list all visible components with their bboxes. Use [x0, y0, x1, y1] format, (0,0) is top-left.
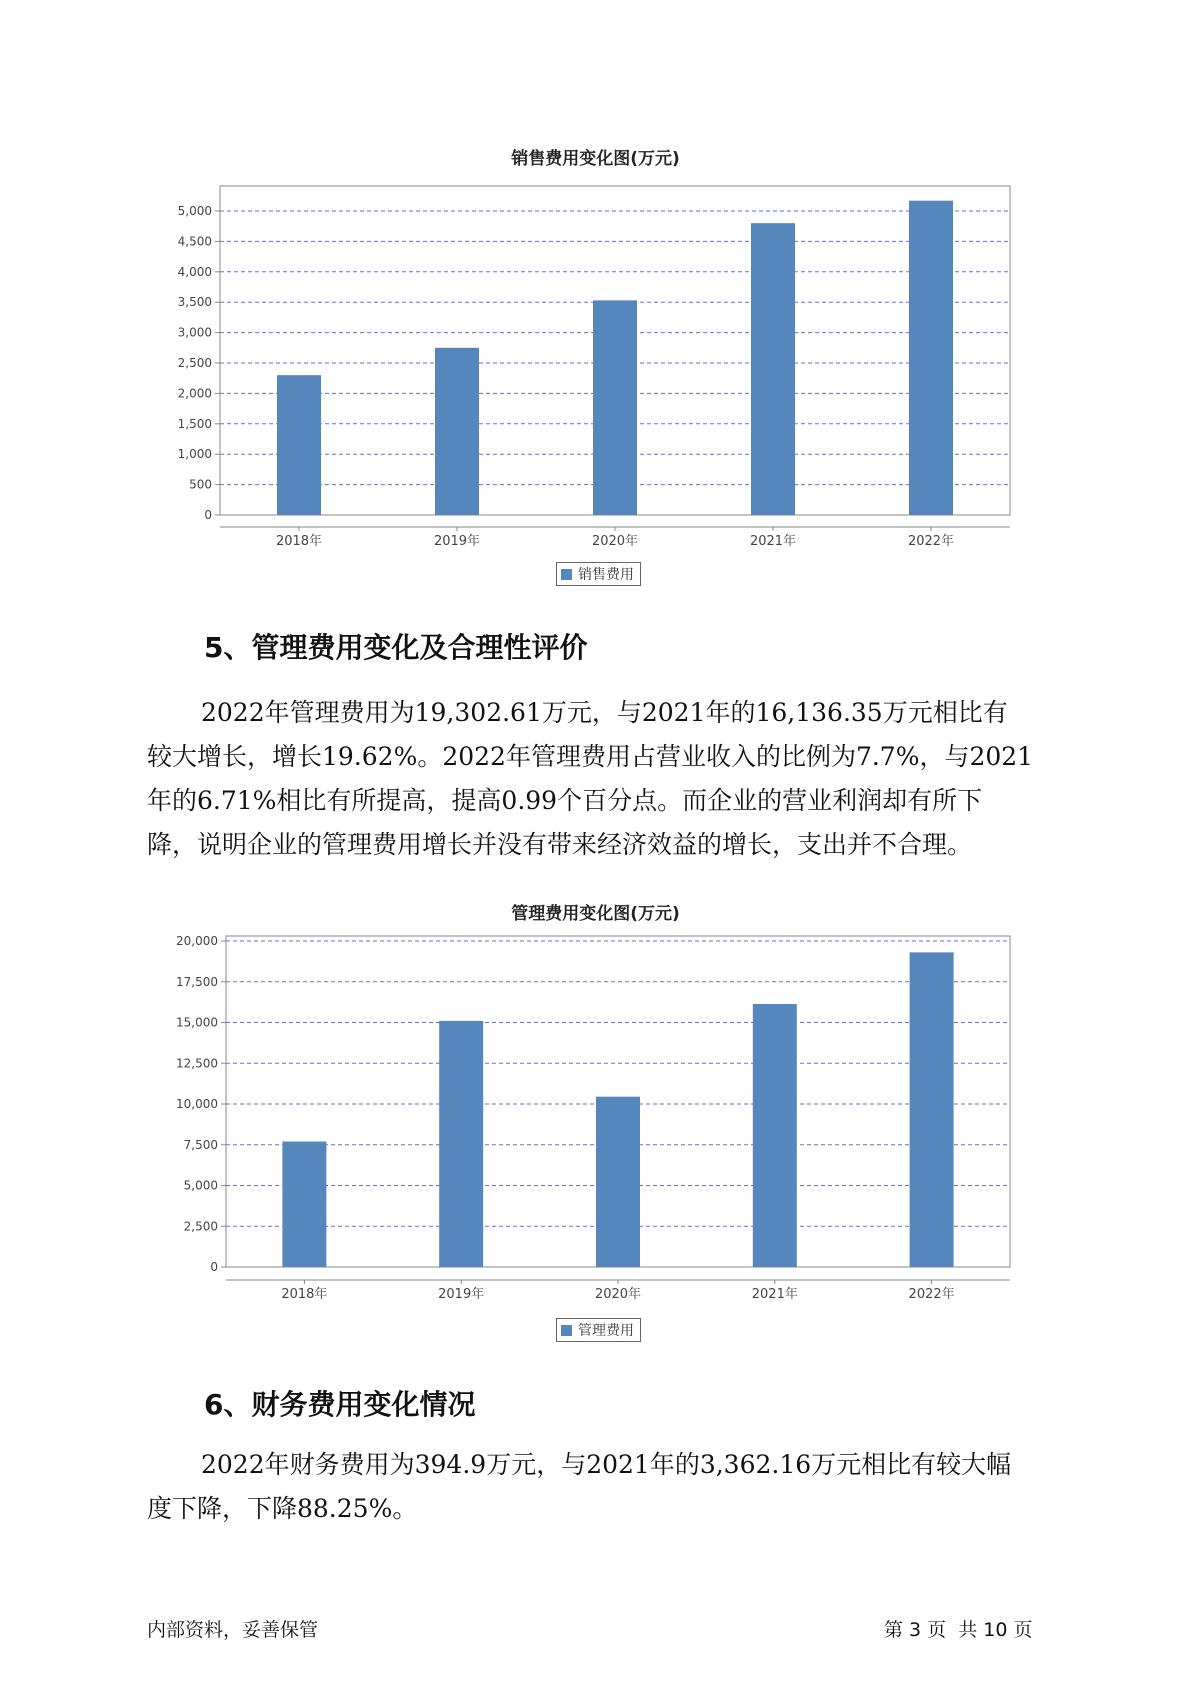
- x-tick-label: 2020年: [594, 1287, 642, 1302]
- bar-2020年: [596, 1097, 640, 1267]
- y-tick-label: 1,500: [177, 416, 212, 431]
- footer-page-number: 第 3 页 共 10 页: [884, 1619, 1033, 1641]
- legend-label: 销售费用: [578, 567, 634, 583]
- bar-2019年: [435, 348, 479, 515]
- section-6-line-1: 2022年财务费用为394.9万元，与2021年的3,362.16万元相比有较大幅: [201, 1450, 1012, 1479]
- x-tick-label: 2021年: [749, 534, 797, 549]
- y-tick-label: 3,500: [177, 295, 212, 310]
- y-tick-label: 20,000: [176, 934, 218, 948]
- y-tick-label: 1,000: [177, 447, 212, 462]
- bar-2019年: [439, 1021, 483, 1267]
- y-tick-label: 15,000: [176, 1015, 218, 1030]
- section-6-line-2: 度下降，下降88.25%。: [147, 1494, 418, 1523]
- x-tick-label: 2020年: [591, 534, 639, 549]
- chart-2-legend: [556, 1318, 641, 1342]
- section-5-line-1: 2022年管理费用为19,302.61万元，与2021年的16,136.35万元相比有: [201, 698, 1008, 727]
- bar-2022年: [910, 952, 954, 1267]
- section-5-line-3: 年的6.71%相比有所提高，提高0.99个百分点。而企业的营业利润却有所下: [147, 786, 983, 815]
- y-tick-label: 4,500: [177, 234, 212, 249]
- bar-2022年: [909, 201, 953, 515]
- section-5-line-2: 较大增长，增长19.62%。2022年管理费用占营业收入的比例为7.7%，与2021: [147, 742, 1034, 771]
- y-tick-label: 4,000: [177, 264, 212, 279]
- y-tick-label: 5,000: [177, 204, 212, 218]
- x-tick-label: 2022年: [907, 534, 955, 549]
- y-tick-label: 500: [189, 477, 212, 492]
- y-tick-label: 7,500: [183, 1137, 218, 1152]
- footer-left: 内部资料，妥善保管: [147, 1619, 319, 1641]
- bar-2021年: [751, 223, 795, 515]
- x-tick-label: 2022年: [908, 1287, 955, 1302]
- x-tick-label: 2018年: [275, 534, 323, 549]
- chart-1-title: 销售费用变化图(万元): [511, 149, 680, 169]
- y-tick-label: 12,500: [176, 1056, 218, 1071]
- y-tick-label: 2,500: [177, 356, 212, 370]
- bar-2018年: [282, 1141, 326, 1267]
- x-tick-label: 2018年: [281, 1287, 328, 1302]
- y-tick-label: 2,500: [183, 1219, 218, 1234]
- y-tick-label: 0: [204, 508, 212, 522]
- bar-2018年: [277, 375, 321, 515]
- section-5-line-4: 降，说明企业的管理费用增长并没有带来经济效益的增长，支出并不合理。: [147, 830, 973, 859]
- x-tick-label: 2019年: [433, 534, 481, 549]
- bar-2021年: [753, 1004, 797, 1267]
- y-tick-label: 0: [210, 1260, 218, 1274]
- legend-label: 管理费用: [578, 1323, 634, 1339]
- chart-2-title: 管理费用变化图(万元): [511, 904, 680, 924]
- chart-1-legend: [556, 562, 641, 586]
- y-tick-label: 10,000: [176, 1097, 218, 1111]
- section-5-paragraph: [147, 691, 1049, 867]
- legend-swatch: [561, 569, 572, 580]
- y-tick-label: 3,000: [177, 325, 212, 340]
- bar-2020年: [593, 300, 637, 515]
- section-6-paragraph: [147, 1443, 1049, 1531]
- y-tick-label: 2,000: [177, 386, 212, 401]
- section-6-heading: 6、财务费用变化情况: [204, 1388, 476, 1421]
- y-tick-label: 5,000: [183, 1178, 218, 1193]
- section-5-heading: 5、管理费用变化及合理性评价: [204, 631, 588, 664]
- x-tick-label: 2021年: [751, 1287, 798, 1302]
- legend-swatch: [561, 1325, 572, 1336]
- plot-frame: [226, 936, 1010, 1267]
- x-tick-label: 2019年: [438, 1287, 485, 1302]
- y-tick-label: 17,500: [176, 974, 218, 989]
- chart-1-sales-expense: [0, 0, 1191, 560]
